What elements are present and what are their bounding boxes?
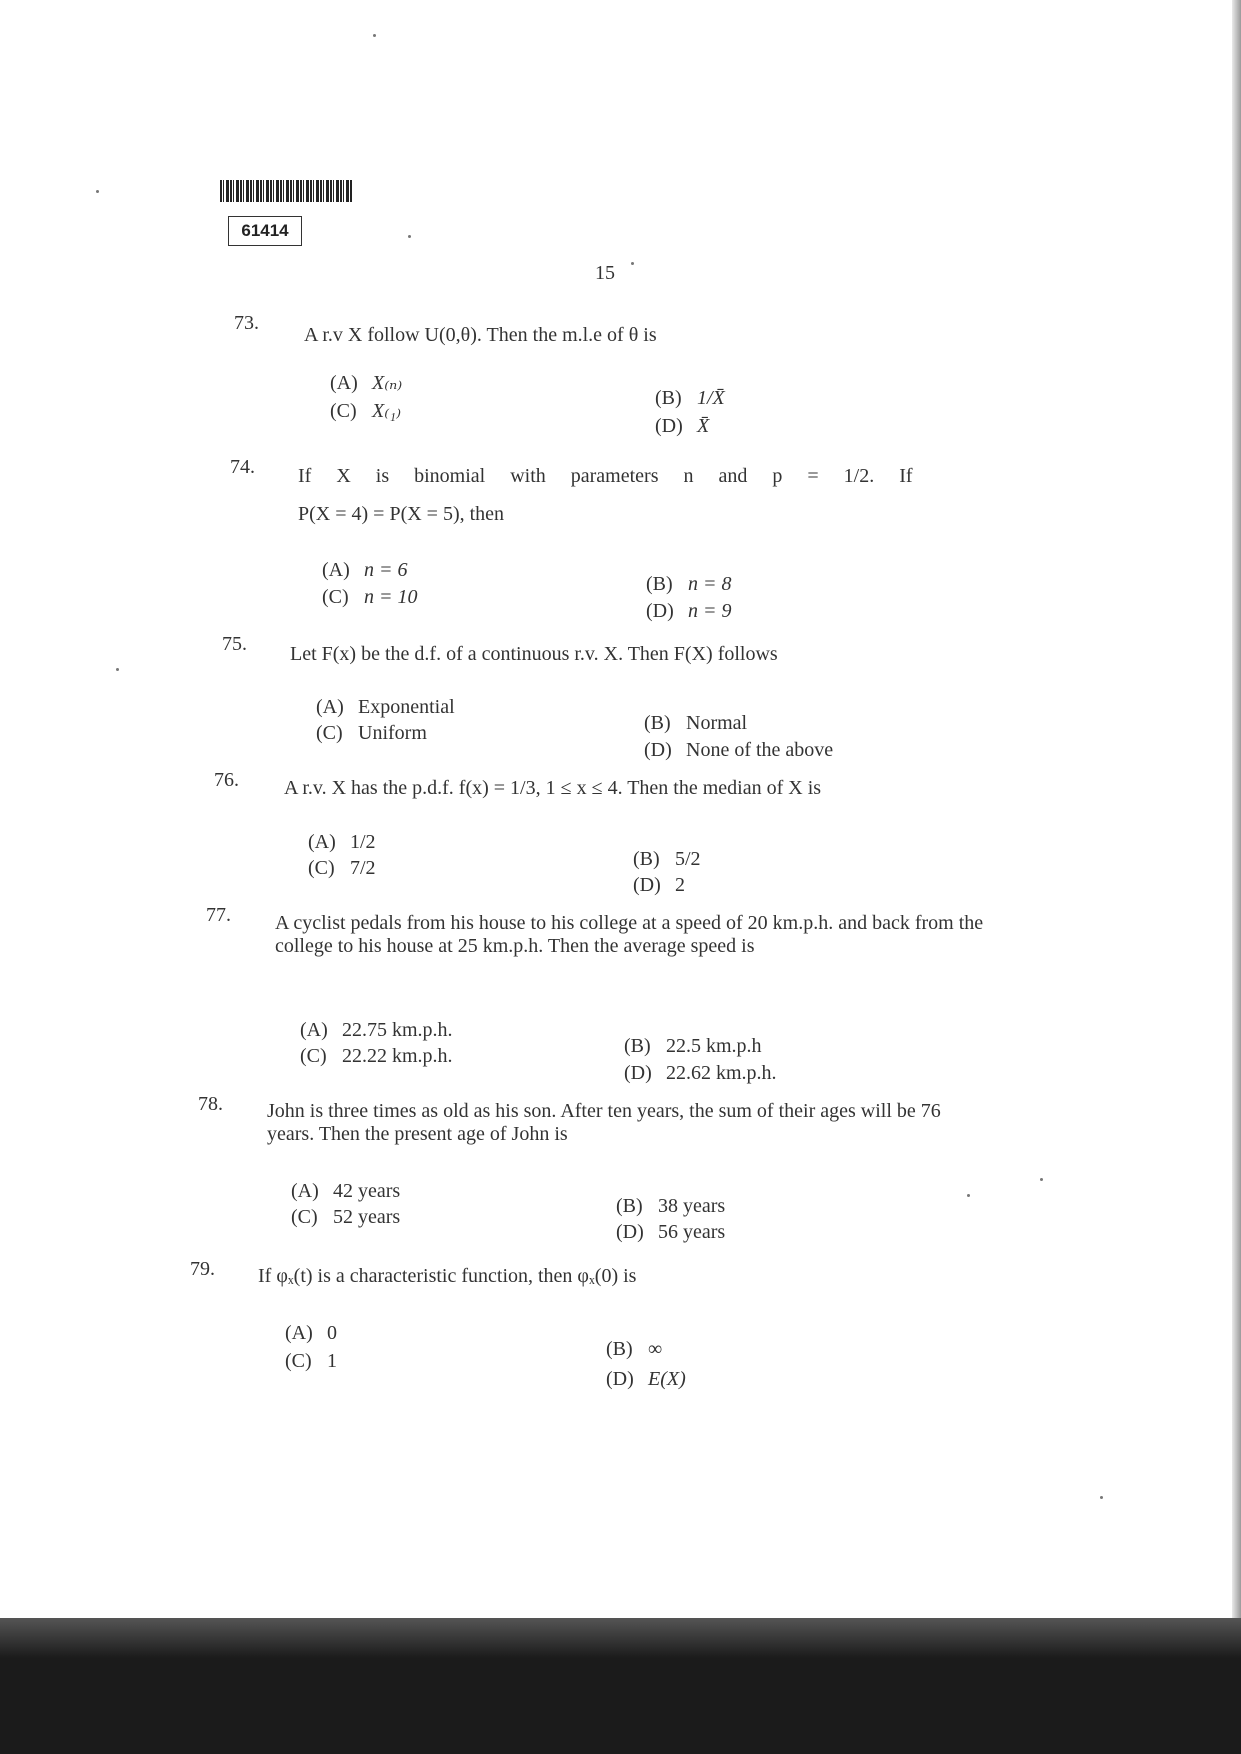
option-label: (C): [322, 586, 349, 608]
option-label: (A): [291, 1180, 319, 1202]
option-d[interactable]: [616, 1220, 725, 1244]
option-label: (D): [633, 874, 661, 896]
option-value: n = 8: [688, 573, 732, 595]
option-b[interactable]: [633, 847, 701, 871]
option-b[interactable]: [616, 1194, 725, 1218]
option-label: (C): [308, 857, 335, 879]
option-label: (B): [624, 1035, 651, 1057]
scan-speck: [408, 235, 411, 238]
question-text-line-1: If X is binomial with parameters n and p = 1/2. If: [298, 465, 913, 487]
option-label: (B): [606, 1338, 633, 1360]
option-label: (D): [606, 1368, 634, 1390]
option-value: 22.22 km.p.h.: [342, 1045, 453, 1067]
option-value: E(X): [648, 1368, 686, 1390]
question-number: 73.: [234, 312, 259, 334]
option-value: 0: [327, 1322, 337, 1344]
option-label: (B): [655, 387, 682, 409]
option-label: (C): [300, 1045, 327, 1067]
question-number: 79.: [190, 1258, 215, 1280]
option-label: (A): [330, 372, 358, 394]
option-label: (B): [616, 1195, 643, 1217]
option-value: X₍₁₎: [372, 400, 401, 422]
question-text: A r.v. X has the p.d.f. f(x) = 1/3, 1 ≤ x ≤ 4. Then the median of X is: [284, 777, 822, 799]
option-value: 1/2: [350, 831, 376, 853]
scan-speck: [967, 1194, 970, 1197]
option-value: n = 9: [688, 600, 732, 622]
scan-background: [0, 1618, 1241, 1754]
option-value: 7/2: [350, 857, 376, 879]
scan-edge-shadow: [1232, 0, 1241, 1620]
option-label: (C): [285, 1350, 312, 1372]
option-value: 42 years: [333, 1180, 401, 1202]
option-c[interactable]: [300, 1044, 453, 1068]
option-value: ∞: [648, 1338, 663, 1360]
option-d[interactable]: [606, 1367, 686, 1391]
option-label: (B): [633, 848, 660, 870]
option-label: (C): [330, 400, 357, 422]
option-label: (D): [655, 415, 683, 437]
question-text: If φₓ(t) is a characteristic function, then φₓ(0) is: [258, 1265, 637, 1287]
option-d[interactable]: [644, 738, 833, 762]
option-label: (D): [624, 1062, 652, 1084]
option-label: (A): [300, 1019, 328, 1041]
option-d[interactable]: [655, 414, 709, 438]
option-value: 52 years: [333, 1206, 401, 1228]
option-value: 22.62 km.p.h.: [666, 1062, 777, 1084]
option-c[interactable]: [330, 399, 401, 423]
option-value: 2: [675, 874, 685, 896]
scan-speck: [96, 190, 99, 193]
option-label: (A): [308, 831, 336, 853]
option-c[interactable]: [285, 1349, 337, 1373]
question-number: 75.: [222, 633, 247, 655]
scan-speck: [116, 668, 119, 671]
option-value: n = 6: [364, 559, 408, 581]
option-a[interactable]: [308, 830, 376, 854]
option-value: 1: [327, 1350, 337, 1372]
option-label: (A): [322, 559, 350, 581]
option-a[interactable]: [322, 558, 408, 582]
option-b[interactable]: [624, 1034, 762, 1058]
option-label: (A): [316, 696, 344, 718]
option-value: X₍ₙ₎: [372, 372, 403, 394]
option-label: (D): [646, 600, 674, 622]
question-text: John is three times as old as his son. After ten years, the sum of their ages will be 76 years. Then the present age of John is: [267, 1100, 941, 1145]
option-value: X̄: [697, 415, 710, 437]
option-value: Uniform: [358, 722, 427, 744]
scan-speck: [1100, 1496, 1103, 1499]
exam-code-box: 61414: [228, 216, 302, 246]
scan-speck: [1040, 1178, 1043, 1181]
option-label: (C): [316, 722, 343, 744]
question-text: A r.v X follow U(0,θ). Then the m.l.e of θ is: [304, 324, 657, 346]
scan-speck: [373, 34, 376, 37]
option-d[interactable]: [624, 1061, 777, 1085]
question-number: 76.: [214, 769, 239, 791]
question-text: A cyclist pedals from his house to his college at a speed of 20 km.p.h. and back from the college to his house at 25 km.p.h. Then the average speed is: [275, 912, 984, 957]
option-b[interactable]: [646, 572, 732, 596]
option-a[interactable]: [291, 1179, 400, 1203]
option-value: 5/2: [675, 848, 701, 870]
option-b[interactable]: [644, 711, 747, 735]
option-value: 1/X̄: [697, 387, 725, 409]
option-label: (D): [644, 739, 672, 761]
option-label: (D): [616, 1221, 644, 1243]
question-number: 78.: [198, 1093, 223, 1115]
option-a[interactable]: [316, 695, 455, 719]
option-a[interactable]: [285, 1321, 337, 1345]
option-label: (B): [644, 712, 671, 734]
option-value: n = 10: [364, 586, 418, 608]
option-b[interactable]: [655, 386, 725, 410]
option-value: None of the above: [686, 739, 834, 761]
option-a[interactable]: [330, 371, 402, 395]
option-b[interactable]: [606, 1337, 662, 1361]
scan-speck: [631, 262, 634, 265]
option-value: 22.5 km.p.h: [666, 1035, 762, 1057]
option-c[interactable]: [322, 585, 418, 609]
option-c[interactable]: [308, 856, 376, 880]
barcode-image: [220, 180, 352, 202]
option-d[interactable]: [633, 873, 685, 897]
option-c[interactable]: [291, 1205, 400, 1229]
option-value: Normal: [686, 712, 748, 734]
option-value: 22.75 km.p.h.: [342, 1019, 453, 1041]
page-number: 15: [595, 262, 615, 284]
option-value: 56 years: [658, 1221, 726, 1243]
option-label: (C): [291, 1206, 318, 1228]
option-c[interactable]: [316, 721, 427, 745]
option-label: (A): [285, 1322, 313, 1344]
option-label: (B): [646, 573, 673, 595]
option-a[interactable]: [300, 1018, 453, 1042]
question-text: Let F(x) be the d.f. of a continuous r.v. X. Then F(X) follows: [290, 643, 778, 665]
option-value: 38 years: [658, 1195, 726, 1217]
option-d[interactable]: [646, 599, 732, 623]
question-text-line-2: P(X = 4) = P(X = 5), then: [298, 503, 505, 525]
question-number: 74.: [230, 456, 255, 478]
question-number: 77.: [206, 904, 231, 926]
option-value: Exponential: [358, 696, 455, 718]
